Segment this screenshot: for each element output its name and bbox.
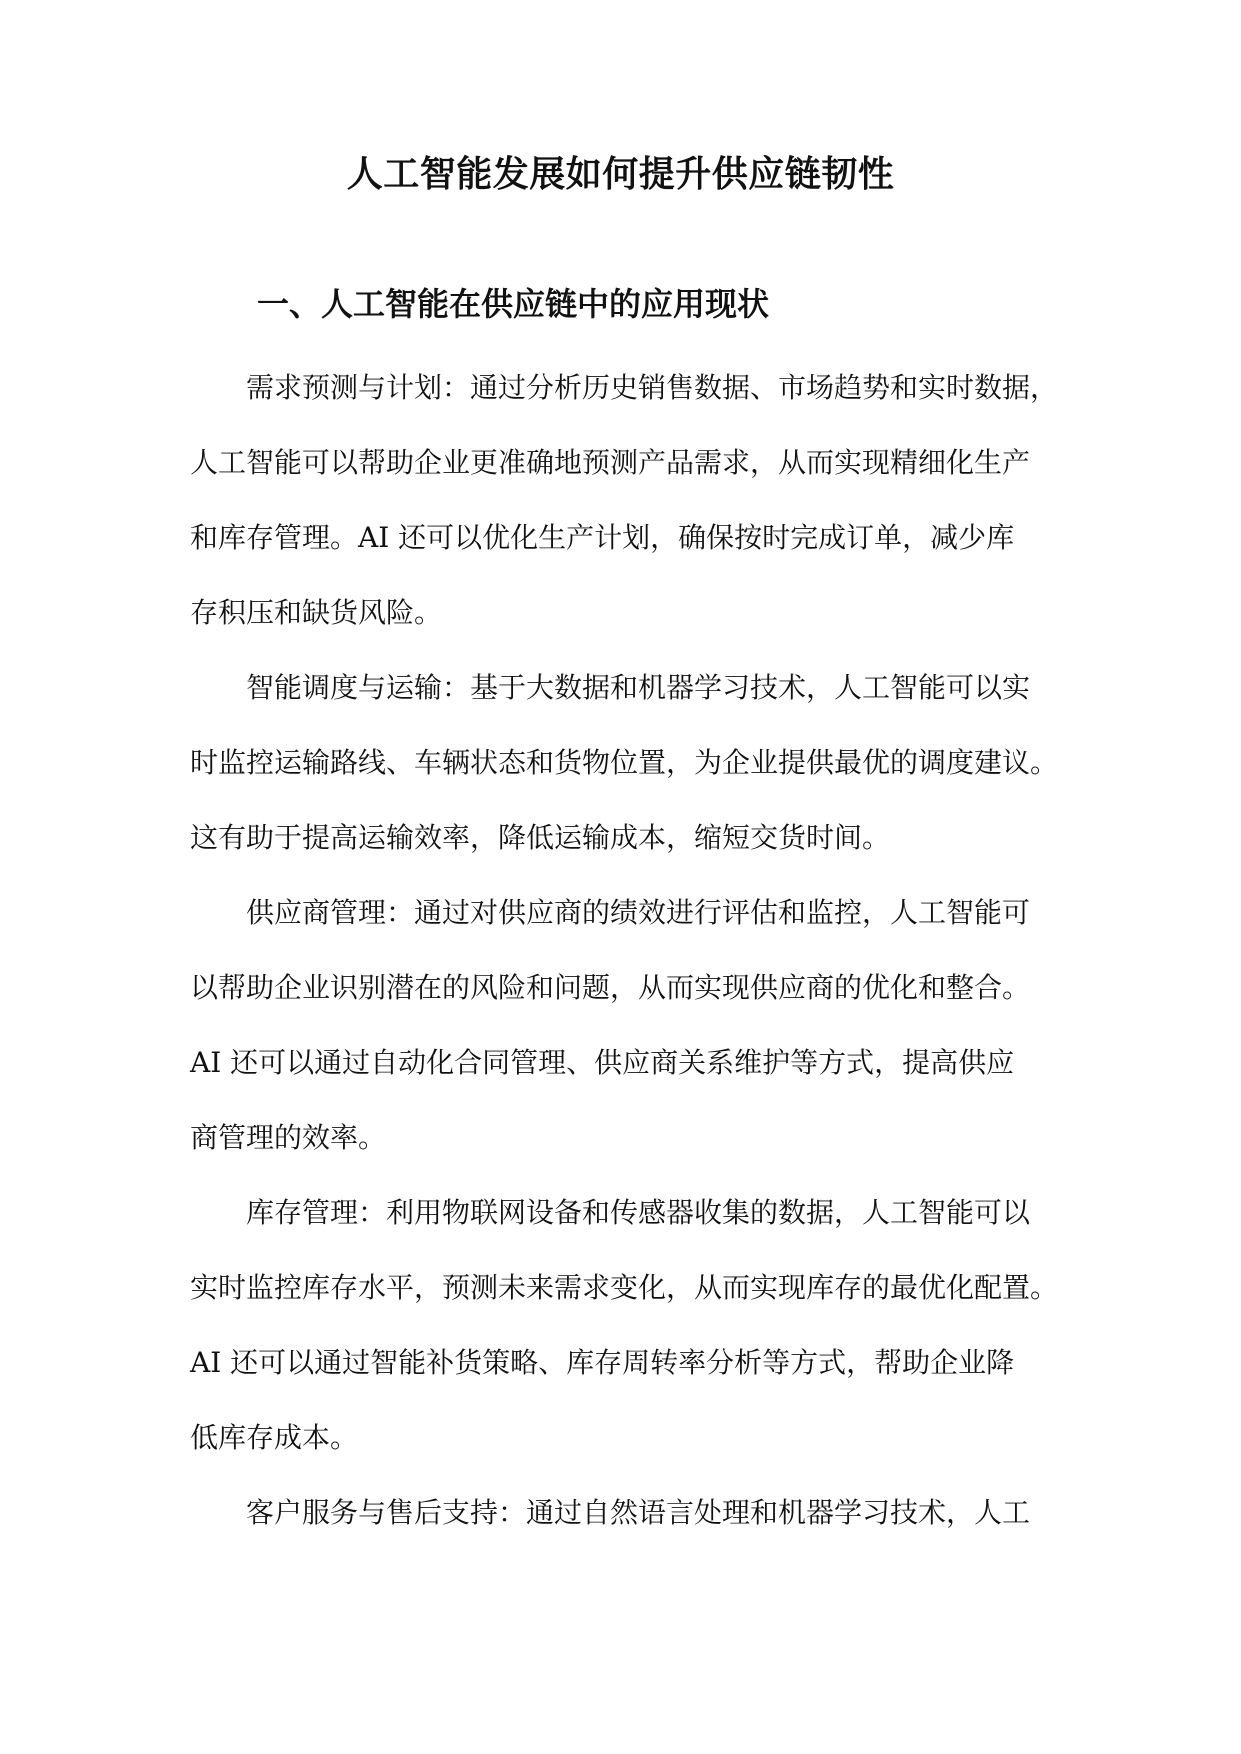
paragraph-line: AI 还可以通过自动化合同管理、供应商关系维护等方式，提高供应 — [190, 1046, 1015, 1079]
paragraph-line: AI 还可以通过智能补货策略、库存周转率分析等方式，帮助企业降 — [190, 1346, 1015, 1379]
paragraph-line: 库存管理：利用物联网设备和传感器收集的数据，人工智能可以 — [246, 1196, 1031, 1229]
paragraph-line: 低库存成本。 — [190, 1421, 359, 1454]
paragraph-line: 智能调度与运输：基于大数据和机器学习技术，人工智能可以实 — [246, 671, 1031, 704]
paragraph-line: 供应商管理：通过对供应商的绩效进行评估和监控，人工智能可 — [246, 896, 1031, 929]
paragraph-line: 商管理的效率。 — [190, 1121, 387, 1154]
paragraph-line: 时监控运输路线、车辆状态和货物位置，为企业提供最优的调度建议。 — [190, 746, 1059, 779]
document-title: 人工智能发展如何提升供应链韧性 — [346, 154, 895, 195]
paragraph-line: 这有助于提高运输效率，降低运输成本，缩短交货时间。 — [190, 821, 891, 854]
paragraph-line: 客户服务与售后支持：通过自然语言处理和机器学习技术，人工 — [246, 1496, 1031, 1529]
section-heading: 一、人工智能在供应链中的应用现状 — [257, 285, 770, 323]
paragraph-line: 存积压和缺货风险。 — [190, 596, 443, 629]
paragraph-line: 需求预测与计划：通过分析历史销售数据、市场趋势和实时数据， — [246, 371, 1059, 404]
paragraph-line: 和库存管理。AI 还可以优化生产计划，确保按时完成订单，减少库 — [190, 521, 1015, 554]
paragraph-line: 人工智能可以帮助企业更准确地预测产品需求，从而实现精细化生产 — [190, 446, 1031, 479]
paragraph-line: 实时监控库存水平，预测未来需求变化，从而实现库存的最优化配置。 — [190, 1271, 1059, 1304]
paragraph-line: 以帮助企业识别潜在的风险和问题，从而实现供应商的优化和整合。 — [190, 971, 1031, 1004]
